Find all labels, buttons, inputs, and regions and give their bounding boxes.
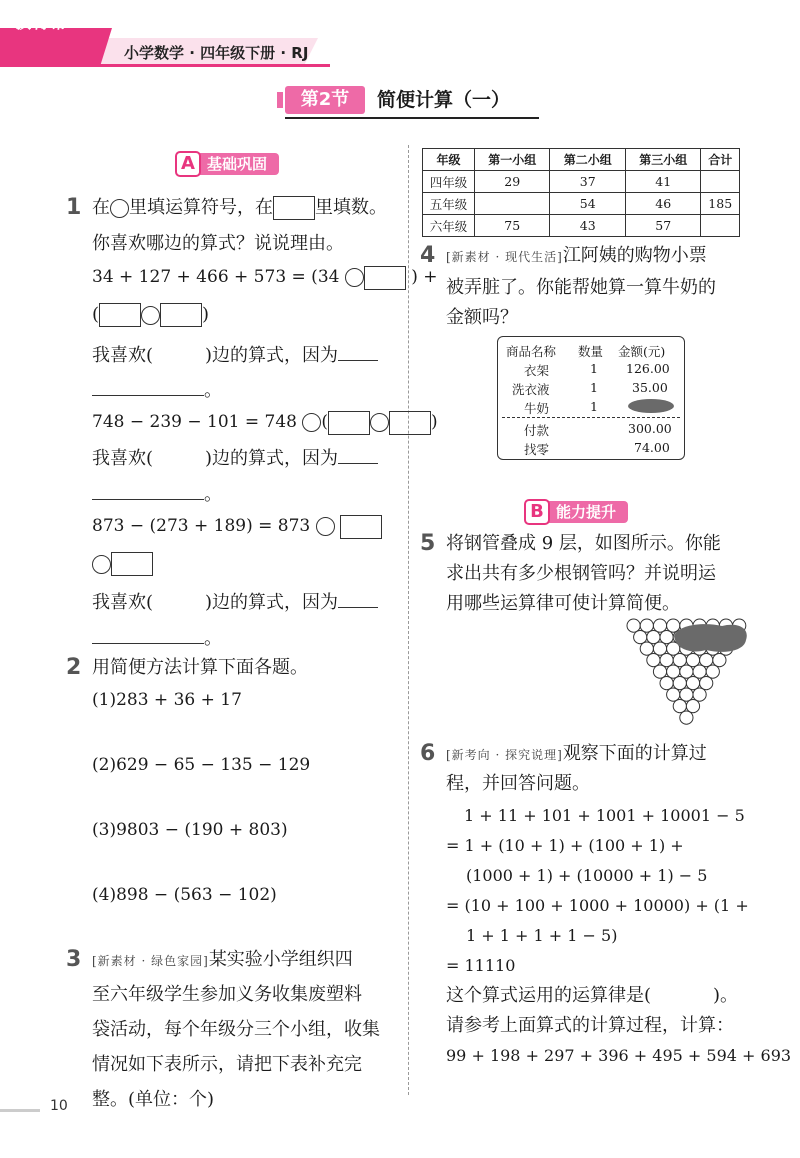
receipt-item-qty: 1 [590, 399, 598, 414]
q1-like-1-cont: 。 [92, 378, 222, 403]
receipt-change: 74.00 [634, 440, 670, 455]
q2-text: 用简便方法计算下面各题。 [92, 657, 308, 678]
q6-calc-1: 1 + 11 + 101 + 1001 + 10001 − 5 [464, 806, 745, 825]
operator-circle[interactable] [141, 306, 160, 325]
answer-box[interactable] [160, 303, 202, 327]
ink-smudge [674, 624, 747, 652]
steel-pipe [706, 665, 719, 678]
steel-pipe [653, 619, 666, 632]
table-header: 年级 [423, 149, 475, 171]
q3-line1: [新素材 · 绿色家园]某实验小学组织四 [92, 949, 353, 970]
steel-pipe [680, 711, 693, 724]
q6-ask: 请参考上面算式的计算过程，计算： [446, 1015, 734, 1036]
table-cell: 29 [475, 171, 550, 193]
receipt-item-name: 洗衣液 [512, 382, 550, 397]
table-cell: 54 [550, 193, 625, 215]
operator-circle[interactable] [370, 413, 389, 432]
steel-pipe [640, 619, 653, 632]
table-cell-blank[interactable] [701, 171, 740, 193]
receipt-header-amount: 金额(元) [618, 344, 666, 359]
steel-pipe [667, 619, 680, 632]
q3-line3: 袋活动，每个年级分三个小组，收集 [92, 1019, 380, 1040]
q6-number: 6 [420, 741, 436, 766]
receipt-paid: 300.00 [628, 421, 672, 436]
table-cell: 75 [475, 215, 550, 237]
operator-circle[interactable] [316, 517, 335, 536]
table-cell-blank[interactable] [475, 193, 550, 215]
receipt-paid-label: 付款 [524, 423, 550, 438]
q2-item-1: (1)283 + 36 + 17 [92, 690, 242, 710]
q5-number: 5 [420, 531, 436, 556]
q6-line2: 程，并回答问题。 [446, 773, 590, 794]
receipt-item-amount: 35.00 [632, 380, 668, 395]
q3-line2: 至六年级学生参加义务收集废塑料 [92, 984, 362, 1005]
answer-blank[interactable] [92, 378, 204, 396]
table-cell: 46 [625, 193, 700, 215]
q2-number: 2 [66, 655, 82, 680]
table-row [423, 171, 740, 193]
q4-line2: 被弄脏了。你能帮她算一算牛奶的 [446, 277, 716, 298]
receipt-item-amount: 126.00 [626, 361, 670, 376]
q1-eq3-cont [92, 552, 153, 576]
section-rule [285, 117, 539, 119]
steel-pipe [713, 654, 726, 667]
badge-basic-text: 基础巩固 [197, 153, 279, 175]
steel-pipe [653, 665, 666, 678]
q2-item-3: (3)9803 − (190 + 803) [92, 820, 288, 840]
answer-blank[interactable] [92, 482, 204, 500]
badge-ability-text: 能力提升 [546, 501, 628, 523]
q3-line5: 整。(单位：个) [92, 1089, 215, 1110]
steel-pipe [660, 631, 673, 644]
receipt-header-qty: 数量 [578, 344, 604, 359]
q1-line2: 你喜欢哪边的算式？说说理由。 [92, 233, 344, 254]
answer-box [273, 196, 315, 220]
q6-tag: [新考向 · 探究说理] [446, 748, 563, 762]
steel-pipe [667, 688, 680, 701]
answer-blank[interactable] [338, 343, 378, 361]
steel-pipe [700, 677, 713, 690]
header-brand-tag [0, 28, 112, 64]
operator-circle[interactable] [302, 413, 321, 432]
table-cell: 五年级 [423, 193, 475, 215]
table-header-row [423, 149, 740, 171]
footer-bar [0, 1109, 40, 1112]
q3-line4: 情况如下表所示，请把下表补充完 [92, 1054, 362, 1075]
q5-line2: 求出共有多少根钢管吗？并说明运 [446, 563, 716, 584]
receipt-change-label: 找零 [524, 442, 550, 457]
q6-calc-4: = (10 + 100 + 1000 + 10000) + (1 + [446, 896, 749, 915]
q3-tag: [新素材 · 绿色家园] [92, 954, 209, 968]
answer-box[interactable] [389, 411, 431, 435]
q3-number: 3 [66, 947, 82, 972]
q1-number: 1 [66, 195, 82, 220]
steel-pipe [686, 677, 699, 690]
q2-item-4: (4)898 − (563 − 102) [92, 885, 277, 905]
steel-pipe [653, 642, 666, 655]
table-cell: 41 [625, 171, 700, 193]
q2-item-2: (2)629 − 65 − 135 − 129 [92, 755, 311, 775]
steel-pipe [667, 665, 680, 678]
answer-box[interactable] [99, 303, 141, 327]
table-header: 第一小组 [475, 149, 550, 171]
steel-pipe-stack-figure [626, 618, 750, 732]
page-number: 10 [50, 1098, 68, 1114]
table-cell: 六年级 [423, 215, 475, 237]
steel-pipe [693, 665, 706, 678]
table-cell: 185 [701, 193, 740, 215]
section-title [285, 86, 539, 118]
table-header: 第二小组 [550, 149, 625, 171]
table-header: 合计 [701, 149, 740, 171]
table-row [423, 193, 740, 215]
table-cell: 四年级 [423, 171, 475, 193]
header-rule [0, 64, 330, 67]
answer-blank[interactable] [92, 626, 204, 644]
q5-line3: 用哪些运算律可使计算简便。 [446, 593, 680, 614]
q1-like-3: 我喜欢( )边的算式，因为 [92, 590, 378, 615]
steel-pipe [647, 654, 660, 667]
q4-line3: 金额吗？ [446, 307, 518, 328]
table-cell: 43 [550, 215, 625, 237]
q4-number: 4 [420, 243, 436, 268]
q4-line1: [新素材 · 现代生活]江阿姨的购物小票 [446, 245, 707, 266]
header-brand: 教材帮 [14, 13, 68, 33]
answer-blank[interactable] [338, 446, 378, 464]
steel-pipe [660, 677, 673, 690]
receipt-header-name: 商品名称 [506, 344, 557, 359]
steel-pipe [700, 654, 713, 667]
steel-pipe [627, 619, 640, 632]
q4-tag: [新素材 · 现代生活] [446, 250, 563, 264]
q6-question: 这个算式运用的运算律是( )。 [446, 985, 739, 1006]
q1-eq1-cont: ( ) [92, 304, 210, 325]
operator-circle [110, 199, 129, 218]
steel-pipe [660, 654, 673, 667]
q6-calc-3: (1000 + 1) + (10000 + 1) − 5 [466, 866, 708, 885]
operator-circle[interactable] [92, 555, 111, 574]
steel-pipe [673, 700, 686, 713]
q1-like-1: 我喜欢( )边的算式，因为 [92, 343, 378, 368]
receipt-item-qty: 1 [590, 380, 598, 395]
steel-pipe [634, 631, 647, 644]
q1-like-2: 我喜欢( )边的算式，因为 [92, 446, 378, 471]
receipt-divider [502, 417, 680, 418]
steel-pipe [680, 688, 693, 701]
steel-pipe [647, 631, 660, 644]
table-header: 第三小组 [625, 149, 700, 171]
receipt-item-name: 衣架 [524, 363, 550, 378]
q1-like-2-cont: 。 [92, 482, 222, 507]
answer-box[interactable] [340, 515, 382, 539]
answer-blank[interactable] [338, 590, 378, 608]
table-cell: 57 [625, 215, 700, 237]
receipt-smudge [628, 399, 674, 413]
header-subject: 小学数学 · 四年级下册 · RJ [124, 44, 309, 62]
q6-final: 99 + 198 + 297 + 396 + 495 + 594 + 693 [446, 1046, 792, 1065]
section-name: 简便计算（一） [377, 89, 511, 111]
steel-pipe [640, 642, 653, 655]
steel-pipe [673, 677, 686, 690]
answer-box[interactable] [328, 411, 370, 435]
section-number: 第2节 [285, 86, 365, 114]
table-cell: 37 [550, 171, 625, 193]
q3-table [422, 148, 740, 237]
q6-calc-5: 1 + 1 + 1 + 1 − 5) [466, 926, 618, 945]
q1-eq1: 34 + 127 + 466 + 573 = (34 ) + [92, 265, 438, 290]
steel-pipe [673, 654, 686, 667]
q6-calc-2: = 1 + (10 + 1) + (100 + 1) + [446, 836, 684, 855]
q1-eq3: 873 − (273 + 189) = 873 [92, 514, 382, 539]
q1-like-3-cont: 。 [92, 626, 222, 651]
steel-pipe [693, 688, 706, 701]
receipt-item-name: 牛奶 [524, 401, 550, 416]
table-row [423, 215, 740, 237]
receipt-item-qty: 1 [590, 361, 598, 376]
receipt [497, 336, 685, 460]
q1-line1: 在 里填运算符号，在 里填数。 [92, 197, 387, 218]
answer-box[interactable] [111, 552, 153, 576]
q6-calc-6: = 11110 [446, 956, 516, 975]
q1-eq2: 748 − 239 − 101 = 748 ( ) [92, 410, 438, 435]
q6-line1: [新考向 · 探究说理]观察下面的计算过 [446, 743, 707, 764]
table-cell-blank[interactable] [701, 215, 740, 237]
steel-pipe [680, 665, 693, 678]
q5-line1: 将钢管叠成 9 层，如图所示。你能 [446, 533, 721, 554]
answer-box[interactable] [364, 266, 406, 290]
steel-pipe [686, 654, 699, 667]
badge-basic-letter: A [175, 151, 201, 177]
badge-ability-letter: B [524, 499, 550, 525]
steel-pipe [686, 700, 699, 713]
operator-circle[interactable] [345, 268, 364, 287]
